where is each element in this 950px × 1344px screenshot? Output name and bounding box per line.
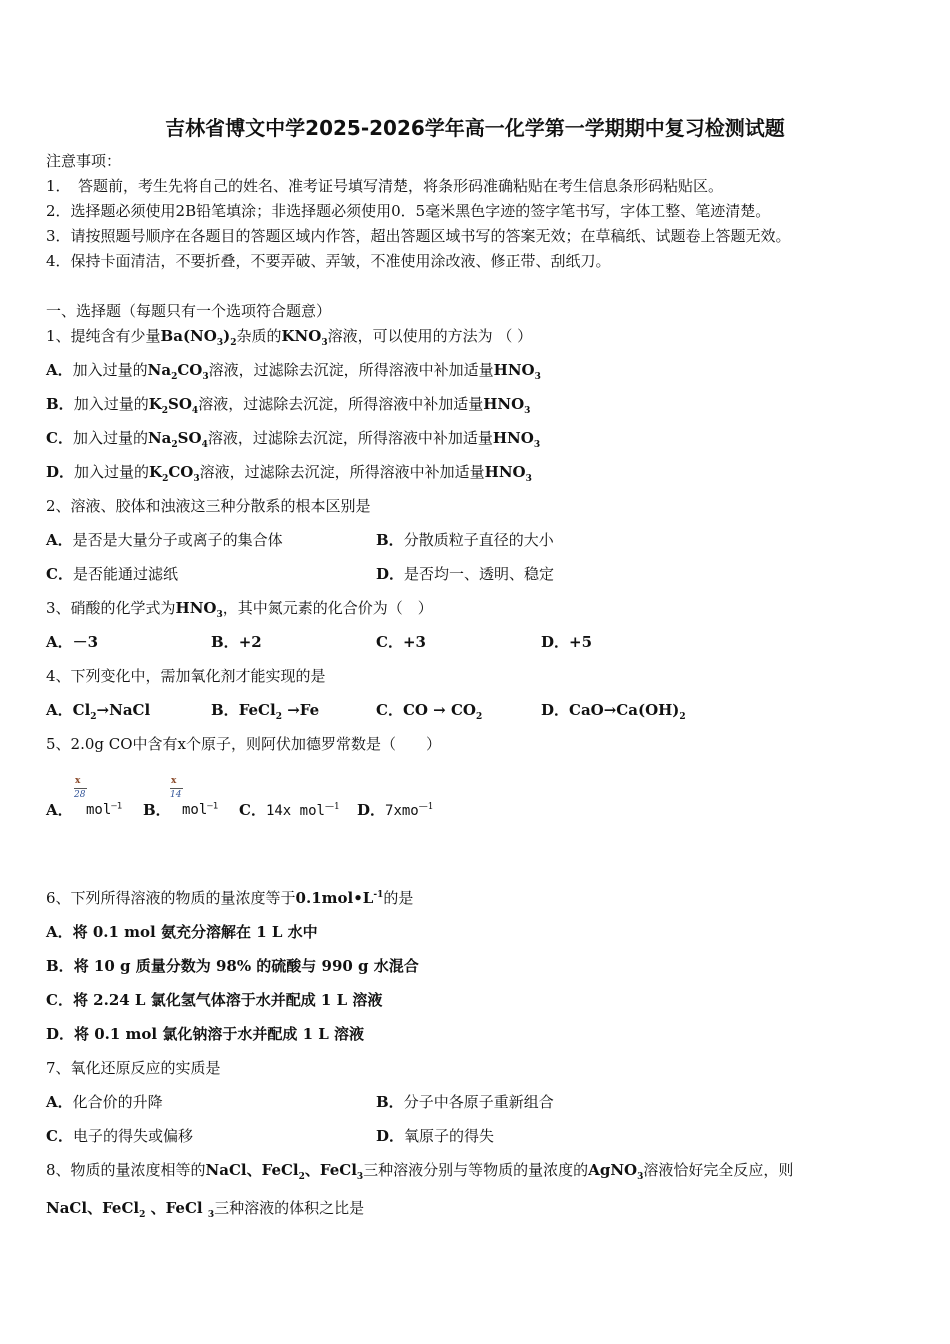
notice-item-4: 4．保持卡面清洁，不要折叠，不要弄破、弄皱，不准使用涂改液、修正带、刮纸刀。 bbox=[46, 252, 611, 270]
question-2-option-c: C．是否能通过滤纸 bbox=[46, 565, 178, 583]
question-6-option-a: A．将 0.1 mol 氨充分溶解在 1 L 水中 bbox=[46, 923, 318, 941]
question-8-stem-line-2: NaCl、FeCl$_2$ 、FeCl $_3$三种溶液的体积之比是 bbox=[46, 1199, 365, 1220]
question-2-option-d: D．是否均一、透明、稳定 bbox=[376, 565, 555, 583]
fraction-denominator: 28 bbox=[74, 790, 86, 800]
question-6-option-c: C．将 2.24 L 氯化氢气体溶于水并配成 1 L 溶液 bbox=[46, 991, 383, 1009]
fraction-bar bbox=[170, 788, 183, 789]
notice-heading: 注意事项： bbox=[46, 152, 122, 170]
question-5-stem: 5、2.0g CO中含有x个原子，则阿伏加德罗常数是（ ） bbox=[46, 735, 442, 753]
question-1-option-b: B．加入过量的$K_2SO_4$溶液，过滤除去沉淀，所得溶液中补加适量$HNO_3$ bbox=[46, 395, 531, 416]
question-6-option-b: B．将 10 g 质量分数为 98% 的硫酸与 990 g 水混合 bbox=[46, 957, 419, 975]
question-1-stem: 1、提纯含有少量$Ba(NO_3)_2$杂质的$KNO_3$溶液，可以使用的方法为 （ ） bbox=[46, 327, 533, 348]
question-6-stem: 6、下列所得溶液的物质的量浓度等于$0.1mol•L^{-1}$的是 bbox=[46, 889, 414, 907]
question-2-option-a: A．是否是大量分子或离子的集合体 bbox=[46, 531, 283, 549]
fraction-numerator: x bbox=[171, 776, 177, 786]
question-7-stem: 7、氧化还原反应的实质是 bbox=[46, 1059, 221, 1077]
question-7-option-a: A．化合价的升降 bbox=[46, 1093, 163, 1111]
notice-item-1: 1． 答题前，考生先将自己的姓名、准考证号填写清楚，将条形码准确粘贴在考生信息条形码粘贴区。 bbox=[46, 177, 724, 195]
question-4-option-b: B．FeCl$_2$ →Fe bbox=[211, 701, 320, 722]
fraction-numerator: x bbox=[75, 776, 81, 786]
question-4-option-a: A．$Cl_2\to NaCl$ bbox=[46, 701, 151, 722]
question-2-option-b: B．分散质粒子直径的大小 bbox=[376, 531, 554, 549]
notice-item-3: 3．请按照题号顺序在各题目的答题区域内作答，超出答题区域书写的答案无效；在草稿纸、试题卷上答题无效。 bbox=[46, 227, 791, 245]
notice-item-2: 2．选择题必须使用2B铅笔填涂；非选择题必须使用0．5毫米黑色字迹的签字笔书写，字体工整、笔迹清楚。 bbox=[46, 202, 771, 220]
question-5-option-b-unit: mol$^{—1}$ bbox=[182, 801, 219, 818]
question-5-option-a: A． bbox=[46, 801, 73, 819]
question-3-option-d: D．+5 bbox=[541, 633, 593, 651]
page-title: 吉林省博文中学2025-2026学年高一化学第一学期期中复习检测试题 bbox=[165, 116, 785, 140]
question-2-stem: 2、溶液、胶体和浊液这三种分散系的根本区别是 bbox=[46, 497, 371, 515]
question-4-option-c: C．CO → $CO_2$ bbox=[376, 701, 483, 722]
question-3-stem: 3、硝酸的化学式为$HNO_3$，其中氮元素的化合价为（ ） bbox=[46, 599, 433, 620]
question-4-option-d: D．$CaO\to Ca(OH)_2$ bbox=[541, 701, 686, 722]
question-4-stem: 4、下列变化中，需加氧化剂才能实现的是 bbox=[46, 667, 326, 685]
question-3-option-c: C．+3 bbox=[376, 633, 426, 651]
question-7-option-b: B．分子中各原子重新组合 bbox=[376, 1093, 554, 1111]
question-1-option-d: D．加入过量的$K_2CO_3$溶液，过滤除去沉淀，所得溶液中补加适量$HNO_3$ bbox=[46, 463, 532, 484]
question-5-option-a-unit: mol$^{—1}$ bbox=[86, 801, 123, 818]
section-heading: 一、选择题（每题只有一个选项符合题意） bbox=[46, 302, 332, 320]
question-3-option-a: A．－3 bbox=[46, 633, 99, 651]
question-5-option-c: C．14x mol$^{—1}$ bbox=[239, 801, 340, 819]
question-1-option-c: C．加入过量的$Na_2SO_4$溶液，过滤除去沉淀，所得溶液中补加适量$HNO_3$ bbox=[46, 429, 541, 450]
question-7-option-c: C．电子的得失或偏移 bbox=[46, 1127, 193, 1145]
question-3-option-b: B．+2 bbox=[211, 633, 262, 651]
question-6-option-d: D．将 0.1 mol 氯化钠溶于水并配成 1 L 溶液 bbox=[46, 1025, 365, 1043]
question-7-option-d: D．氧原子的得失 bbox=[376, 1127, 495, 1145]
question-5-option-b: B． bbox=[143, 801, 171, 819]
question-5-option-d: D．7xmo$^{—1}$ bbox=[357, 801, 434, 819]
question-8-stem-line-1: 8、物质的量浓度相等的NaCl、FeCl$_2$、FeCl$_3$三种溶液分别与等物质的量浓度的AgNO$_3$溶液恰好完全反应，则 bbox=[46, 1161, 794, 1182]
fraction-bar bbox=[74, 788, 87, 789]
question-1-option-a: A．加入过量的$Na_2CO_3$溶液，过滤除去沉淀，所得溶液中补加适量$HNO_3$ bbox=[46, 361, 541, 382]
fraction-denominator: 14 bbox=[170, 790, 182, 800]
